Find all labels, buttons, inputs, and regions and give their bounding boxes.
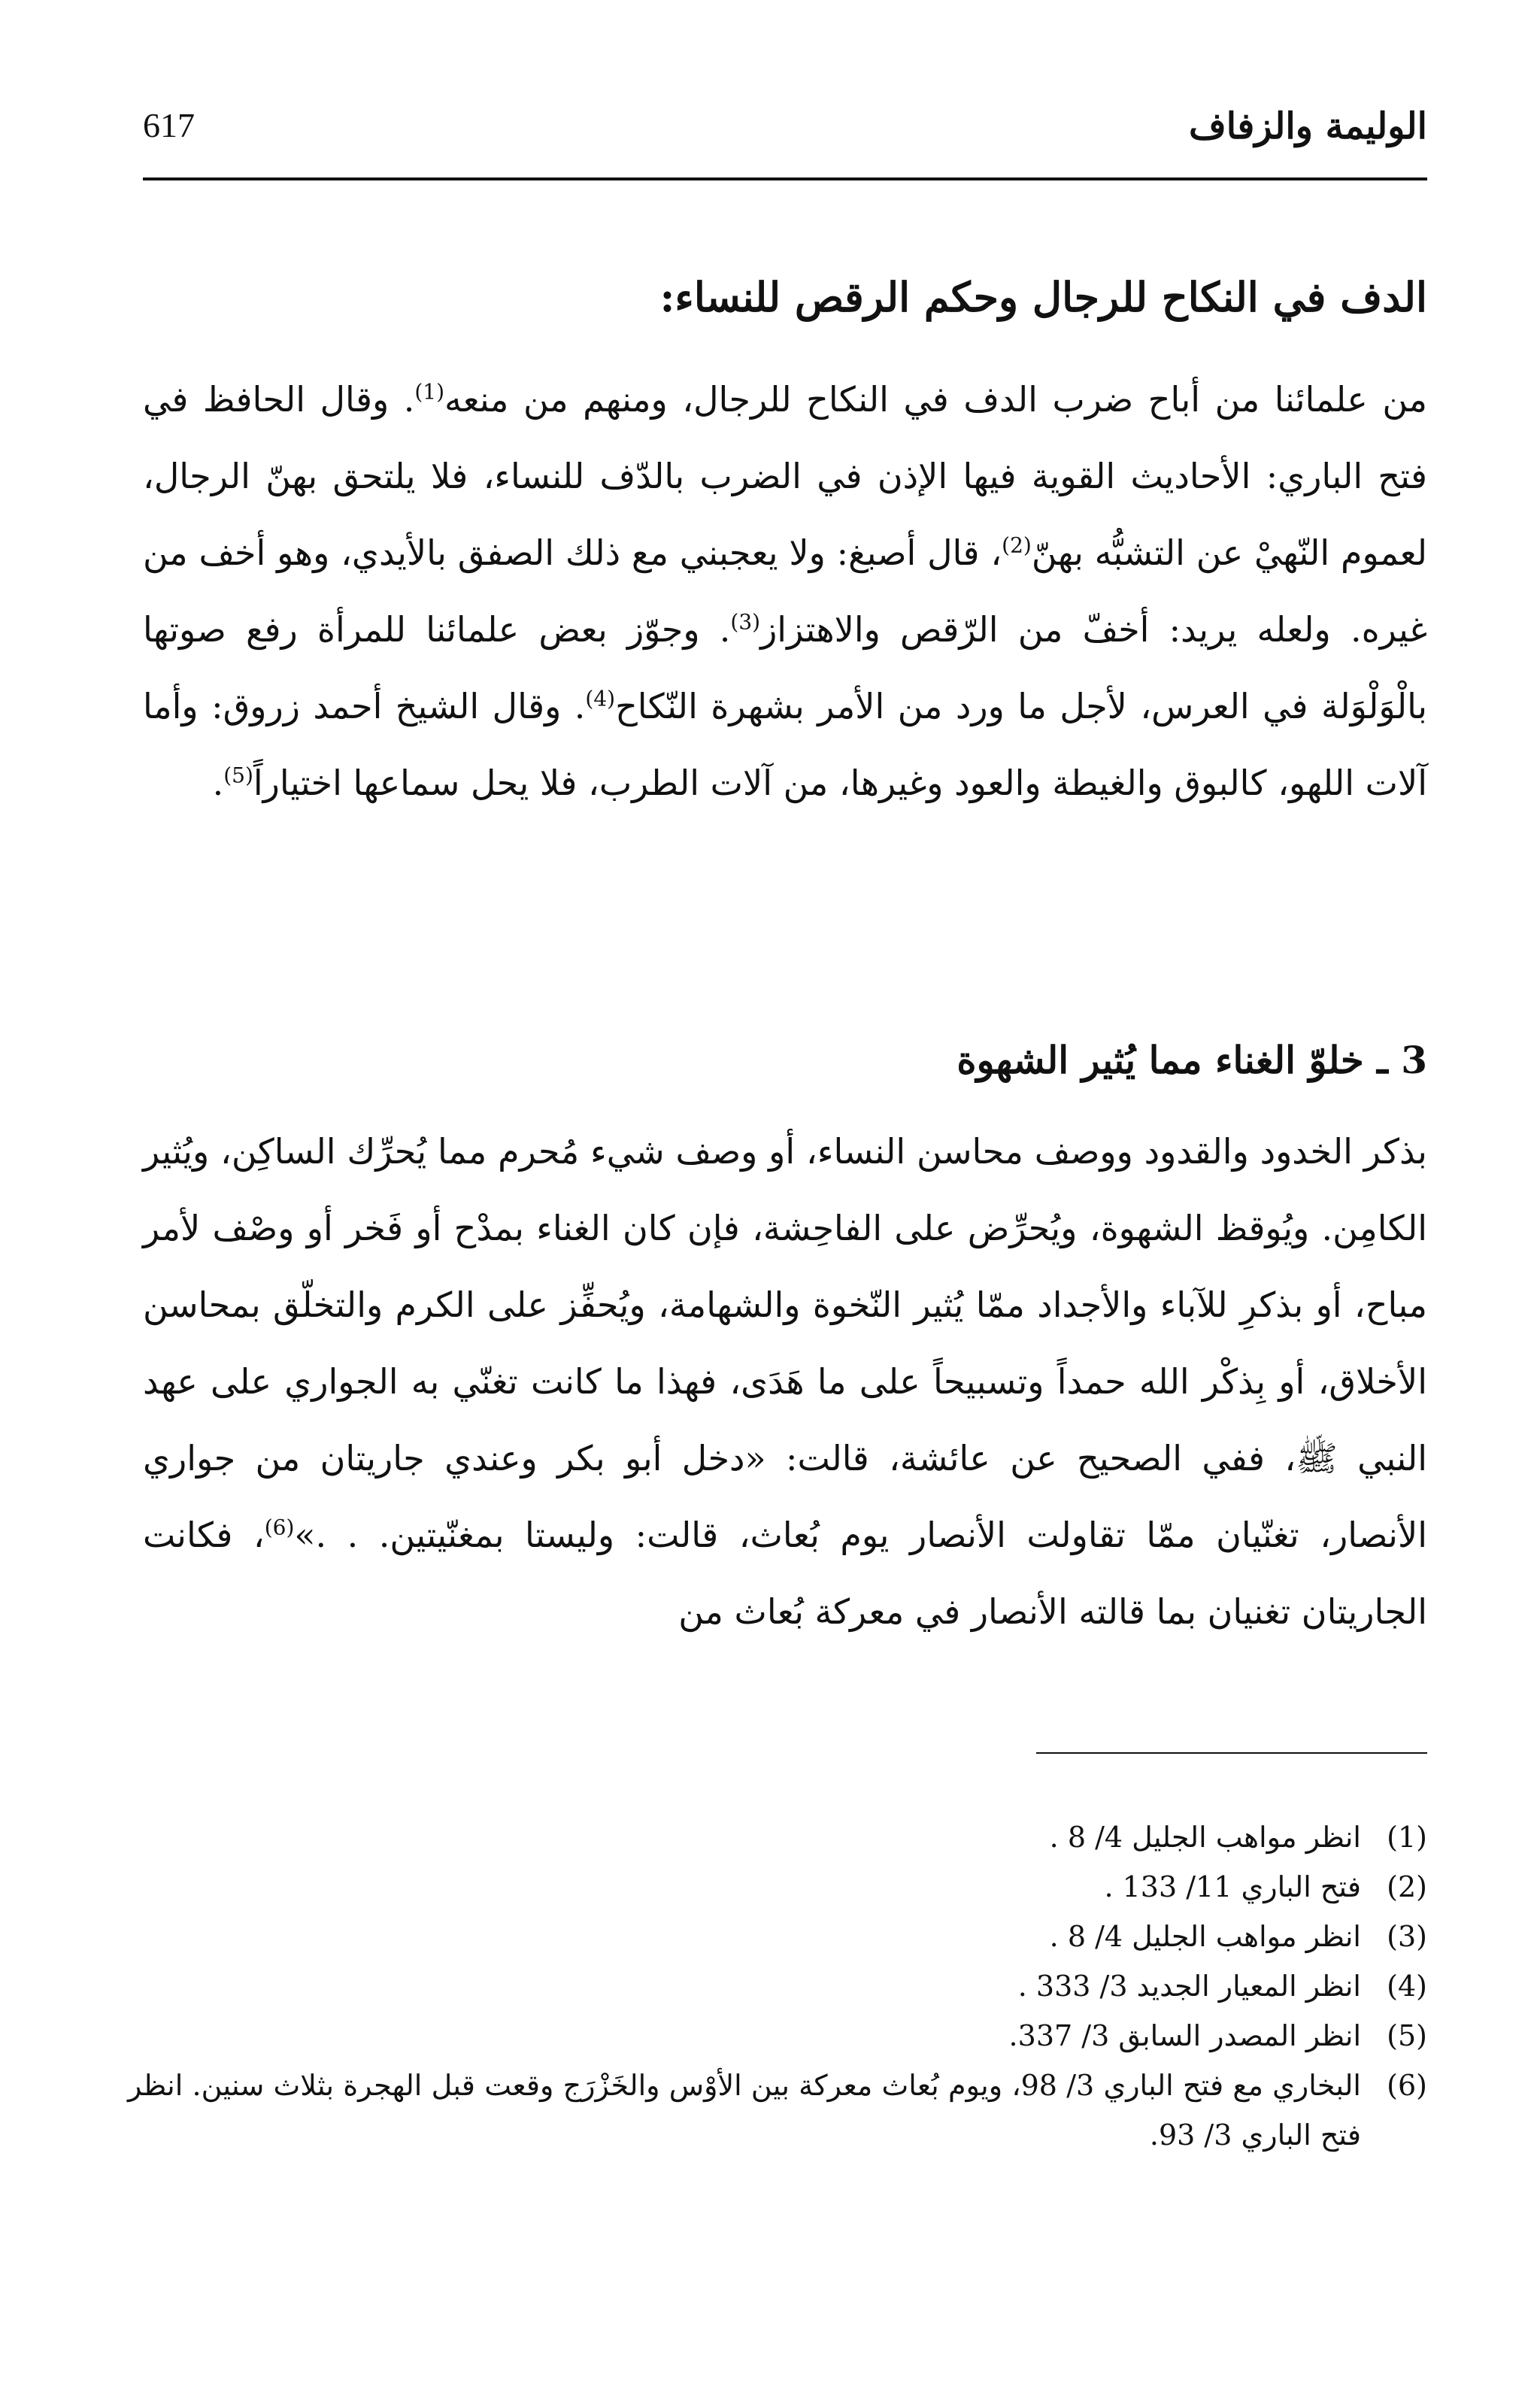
paragraph-2-text-1: بذكر الخدود والقدود ووصف محاسن النساء، أو وصف شيء مُحرم مما يُحرِّك الساكِن، ويُثير الكامِن. ويُوقظ الشهوة، ويُحرِّض على الفاحِشة، فإن كان الغناء بمدْح أو فَخر أو وصْف لأمر مباح، أو بذكرِ للآباء والأجداد ممّا يُثير النّخوة والشهامة، ويُحفِّز على الكرم والتخلّق بمحاسن الأخلاق، أو بِذكْر الله حمداً وتسبيحاً على ما هَدَى، فهذا ما كانت تغنّي به الجواري على عهد النبي ﷺ، ففي الصحيح عن عائشة، قالت: «دخل أبو بكر وعندي جاريتان من جواري الأنصار، تغنّيان ممّا تقاولت الأنصار يوم بُعاث، قالت: وليستا بمغنّيتين. . .» [143,1131,1427,1555]
footnote-number: (1) [1387,1821,1427,1854]
footnotes-list [128,1812,1427,2160]
footnote-ref-1: (1) [414,379,445,405]
footnote-number: (3) [1387,1920,1427,1953]
footnote-text: البخاري مع فتح الباري 3/ 98، ويوم بُعاث معركة بين الأوْس والخَزْرَج وقعت قبل الهجرة بثلاث سنين. انظر فتح الباري 3/ 93. [128,2069,1361,2152]
footnote-ref-3: (3) [730,609,761,635]
paragraph-2 [143,1113,1427,1650]
paragraph-1-text-3: ، قال أصبغ: ولا يعجبني مع ذلك الصفق بالأيدي، وهو أخف من غيره. ولعله يريد: أخفّ من الرّقص والاهتزاز [143,532,1427,650]
footnote-number: (5) [1387,2019,1427,2052]
page-number: 617 [143,106,195,144]
footnote-separator [1036,1752,1427,1754]
footnote-text: انظر مواهب الجليل 4/ 8 . [1049,1821,1361,1854]
footnote-text: انظر مواهب الجليل 4/ 8 . [1049,1920,1361,1953]
footnote-ref-4: (4) [585,686,616,711]
page-header [143,105,1427,173]
footnote-text: فتح الباري 11/ 133 . [1104,1870,1361,1903]
footnote-item [128,2061,1427,2160]
header-rule [143,177,1427,180]
paragraph-1-text-1: من علمائنا من أباح ضرب الدف في النكاح للرجال، ومنهم من منعه [444,379,1427,420]
footnote-text: انظر المصدر السابق 3/ 337. [1008,2019,1361,2052]
footnote-ref-2: (2) [1002,532,1032,558]
footnote-item [128,2011,1427,2061]
footnote-number: (2) [1387,1870,1427,1903]
footnote-text: انظر المعيار الجديد 3/ 333 . [1017,1970,1361,2003]
footnote-number: (6) [1387,2069,1427,2102]
paragraph-1-text-5: . وقال الشيخ أحمد زروق: وأما آلات اللهو، كالبوق والغيطة والعود وغيرها، من آلات الطرب، فلا يحل سماعها اختياراً [143,686,1427,803]
section-heading: الدف في النكاح للرجال وحكم الرقص للنساء: [659,273,1427,321]
running-title: الوليمة والزفاف [1188,105,1427,147]
paragraph-1-text-2: . وقال الحافظ في فتح الباري: الأحاديث القوية فيها الإذن في الضرب بالدّف للنساء، فلا يلتحق بهنّ الرجال، لعموم النّهيْ عن التشبُّه بهنّ [143,379,1428,573]
paragraph-1 [143,361,1427,821]
footnote-ref-5: (5) [223,763,253,788]
paragraph-1-text-4: . وجوّز بعض علمائنا للمرأة رفع صوتها بالْوَلْوَلة في العرس، لأجل ما ورد من الأمر بشهرة النّكاح [143,609,1427,726]
paragraph-2-text-2: ، فكانت الجاريتان تغنيان بما قالته الأنصار في معركة بُعاث من [143,1515,1427,1632]
footnote-number: (4) [1387,1970,1427,2003]
footnote-ref-6: (6) [264,1515,295,1540]
footnote-item [128,1812,1427,1862]
subheading-3: 3 ـ خلوّ الغناء مما يُثير الشهوة [956,1038,1427,1082]
paragraph-1-text-6: . [212,763,224,803]
footnote-item [128,1961,1427,2011]
footnote-item [128,1912,1427,1961]
footnote-item [128,1862,1427,1912]
